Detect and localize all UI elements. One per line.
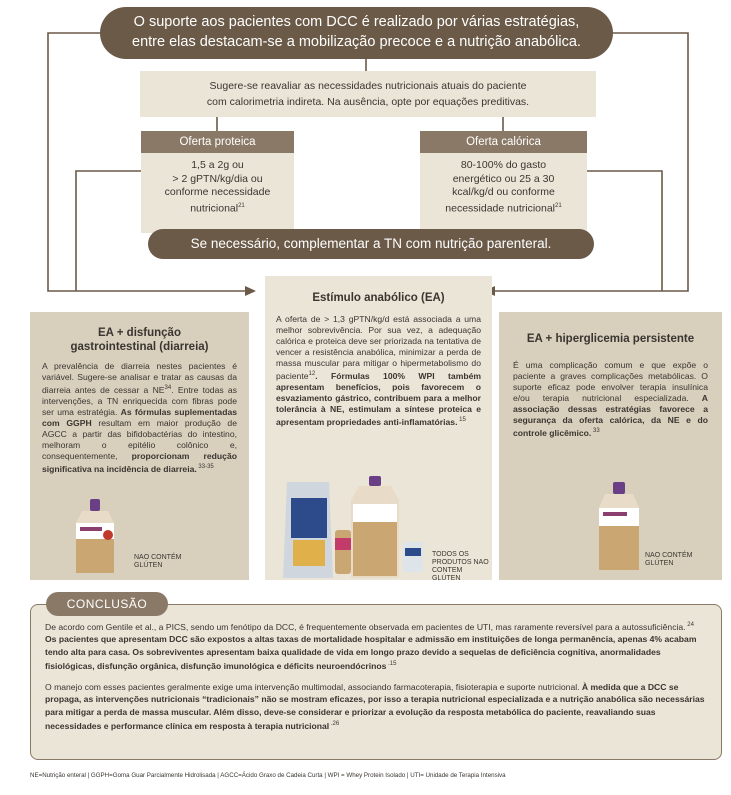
calorie-line: 80-100% do gasto (460, 159, 547, 171)
protein-line (149, 200, 286, 216)
panel-diarrhea-title-line1: EA + disfunção (98, 327, 181, 339)
panel-hyperglycemia (499, 312, 722, 580)
gluten-label-line: NAO CONTÉM (645, 552, 693, 559)
calorie-line (428, 200, 579, 216)
calorie-line: kcal/kg/d ou conforme (452, 186, 555, 198)
conclusion-tab: CONCLUSÃO (46, 592, 168, 616)
gluten-free-label (645, 552, 692, 568)
strategy-banner-line2: entre elas destacam-se a mobilização precoce e a nutrição anabólica. (132, 34, 581, 50)
body-text: A oferta de > 1,3 gPTN/kg/d está associada a uma melhor sobrevivência. Por sua vez, a adequação calórica e proteica deve ser priorizada na tentativa de vencer a resistência anabólica, minimizar a perda de massa muscular para mitigar o hipermetabolismo do paciente (276, 314, 481, 381)
ref: 34 (164, 385, 172, 391)
calorie-offer-body (420, 153, 587, 233)
strategy-banner-line1: O suporte aos pacientes com DCC é realizado por várias estratégias, (133, 14, 580, 30)
body-text: resultam em maior produção de AGCC a partir das bifidobactérias do intestino, melhoram o epitélio colônico e, consequentemente, (42, 417, 237, 461)
parenteral-banner: Se necessário, complementar a TN com nutrição parenteral. (148, 229, 594, 259)
protein-offer-box (141, 131, 294, 233)
body-bold: À medida que a DCC se propaga, as intervenções nutricionais “tradicionais” não se mostram eficazes, por isso a terapia nutricional especializada e a nutrição anabólica são necessárias para mitigar a perda de massa muscular. Além disso, deve-se considerar e priorizar a evolução da resposta metabólica do paciente, reavaliando suas necessidades e performance clínica em resposta à terapia nutricional (45, 681, 705, 732)
gluten-label-line: PRODUTOS NAO (432, 559, 489, 566)
gluten-free-label (432, 551, 492, 583)
body-bold: Os pacientes que apresentam DCC são expostos a altas taxas de mortalidade hospitalar e admissão em instituições de longa permanência, apenas 4% acabam tendo alta para casa. Os sobreviventes apresentam baixa qualidade de vida em longo prazo devido a sequelas de deficiência cognitiva, anormalidades fisiológicas, disfunção orgânica, disfunção imunológica e déficits neuroendócrinos (45, 634, 697, 672)
calorie-line: energético ou 25 a 30 (452, 172, 555, 185)
ref: 12 (308, 371, 316, 377)
protein-offer-body (141, 153, 294, 233)
ref: 33 (591, 428, 600, 434)
ref: .15 (386, 661, 397, 668)
reevaluate-box (140, 71, 596, 117)
gluten-label-line: TODOS OS (432, 551, 469, 558)
panel-diarrhea (30, 312, 249, 580)
gluten-label-line: CONTEM GLÚTEN (432, 567, 463, 582)
ref: 33-35 (196, 463, 214, 470)
body-text: . Entre todas as intervenções, a TN enriquecida com fibras pode ser uma estratégia. (42, 384, 237, 417)
protein-line: > 2 gPTN/kg/dia ou (172, 172, 263, 185)
conclusion-paragraph-2 (45, 681, 707, 733)
strategy-banner (100, 7, 613, 59)
panel-hyperglycemia-body (513, 360, 708, 439)
calorie-ref: 21 (555, 202, 562, 209)
body-bold: . Fórmulas 100% WPI também apresentam benefícios, pois favorecem o esvaziamento gástrico, contribuem para a melhor tolerância à NE, estimulam a síntese proteica e apresentam propriedades anti-inflamatórias. (276, 370, 481, 427)
protein-offer-title: Oferta proteica (141, 131, 294, 153)
gluten-label-line: GLÚTEN (645, 560, 674, 567)
body-bold: As fórmulas suplementadas com GGPH (42, 406, 237, 428)
reevaluate-line1: Sugere-se reavaliar as necessidades nutricionais atuais do paciente (209, 80, 527, 92)
calorie-offer-title: Oferta calórica (420, 131, 587, 153)
ref: 15 (457, 416, 466, 423)
panel-diarrhea-title (42, 326, 237, 354)
enteral-bottle-image (589, 482, 649, 574)
protein-line: conforme necessidade (164, 186, 271, 198)
body-text: De acordo com Gentile et al., a PICS, sendo um fenótipo da DCC, é frequentemente observada em pacientes de UTI, mas raramente reversível para a autossuficiência. (45, 621, 686, 632)
panel-anabolic-body (276, 314, 481, 428)
body-bold: A associação dessas estratégias favorece a segurança da oferta calórica, da NE e do controle glicêmico. (513, 393, 708, 438)
panel-diarrhea-body (42, 361, 237, 475)
panel-anabolic-title: Estímulo anabólico (EA) (312, 292, 445, 304)
reevaluate-line2: com calorimetria indireta. Na ausência, opte por equações preditivas. (206, 96, 530, 108)
product-group-image (279, 476, 429, 580)
ref: .26 (329, 721, 340, 728)
panel-hyperglycemia-title: EA + hiperglicemia persistente (526, 333, 695, 345)
body-text: O manejo com esses pacientes geralmente exige uma intervenção multimodal, associando farmacoterapia, fisioterapia e suporte nutricional. (45, 681, 582, 692)
panel-diarrhea-title-line2: gastrointestinal (diarreia) (70, 341, 209, 353)
ref: 24 (685, 622, 694, 628)
gluten-free-label (134, 554, 181, 570)
body-text: É uma complicação comum e que expõe o paciente a graves complicações metabólicas. O suporte eficaz pode envolver terapia insulínica e/ou terapia nutricional especializada. (513, 360, 708, 403)
protein-line: 1,5 a 2g ou (191, 159, 244, 171)
calorie-line-text: necessidade nutricional (445, 202, 556, 214)
conclusion-paragraph-1 (45, 619, 707, 673)
body-text: A prevalência de diarreia nestes pacientes é variável. Sugere-se analisar e tratar as causas da diarreia antes de cessar a NE (42, 361, 237, 395)
gluten-label-line: GLÚTEN (134, 562, 163, 569)
enteral-bottle-image (60, 499, 130, 577)
protein-line-text: nutricional (190, 202, 239, 214)
panel-anabolic (265, 276, 492, 580)
gluten-label-line: NAO CONTÉM (134, 554, 182, 561)
calorie-offer-box (420, 131, 587, 233)
protein-ref: 21 (238, 202, 245, 209)
conclusion-box (30, 604, 722, 760)
body-bold: proporcionam redução significativa na incidência de diarreia. (42, 450, 237, 474)
abbreviations-footer: NE=Nutrição enteral | GGPH=Goma Guar Parcialmente Hidrolisada | AGCC=Ácido Graxo de Cadeia Curta | WPI = Whey Protein Isolado | UTI= Unidade de Terapia Intensiva (30, 772, 506, 779)
